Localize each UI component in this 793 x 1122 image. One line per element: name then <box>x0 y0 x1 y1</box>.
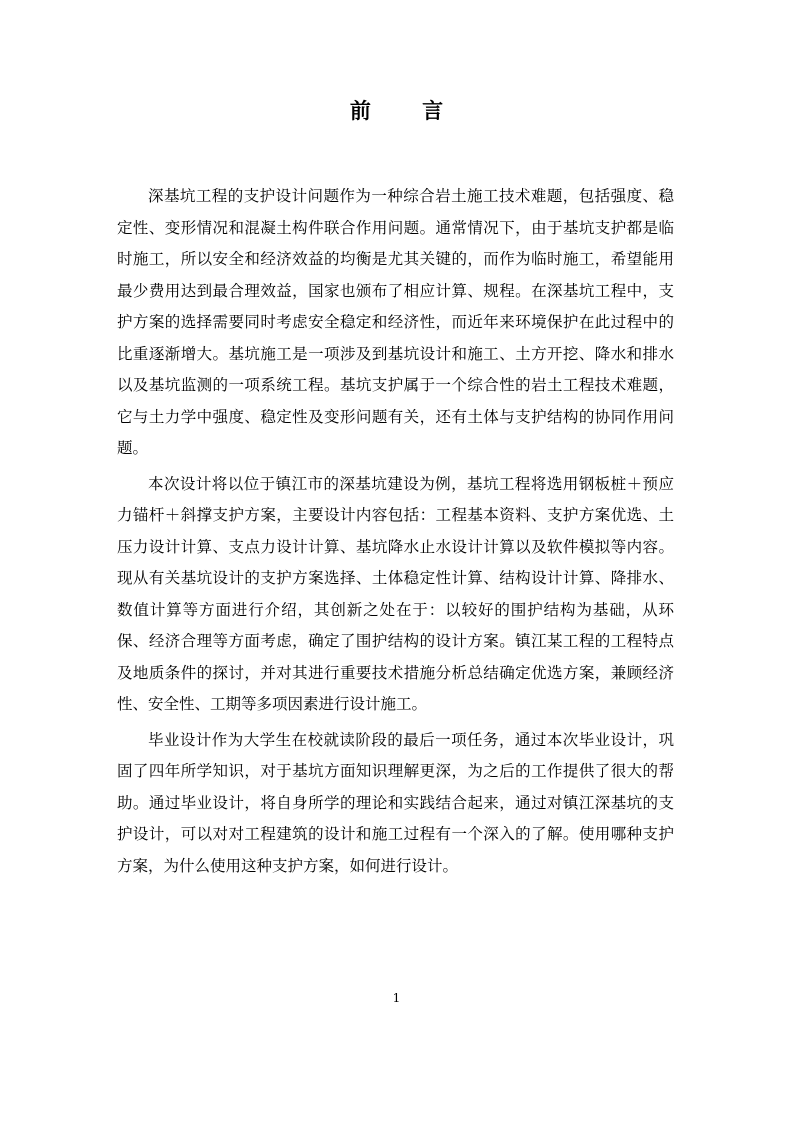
paragraph-1: 深基坑工程的支护设计问题作为一种综合岩土施工技术难题，包括强度、稳定性、变形情况和混凝土构件联合作用问题。通常情况下，由于基坑支护都是临时施工，所以安全和经济效益的均衡是尤其关键的，而作为临时施工，希望能用最少费用达到最合理效益，国家也颁布了相应计算、规程。在深基坑工程中，支护方案的选择需要同时考虑安全稳定和经济性，而近年来环境保护在此过程中的比重逐渐增大。基坑施工是一项涉及到基坑设计和施工、土方开挖、降水和排水以及基坑监测的一项系统工程。基坑支护属于一个综合性的岩土工程技术难题，它与土力学中强度、稳定性及变形问题有关，还有土体与支护结构的协同作用问题。 <box>117 187 674 457</box>
paragraph-3: 毕业设计作为大学生在校就读阶段的最后一项任务，通过本次毕业设计，巩固了四年所学知识，对于基坑方面知识理解更深，为之后的工作提供了很大的帮助。通过毕业设计，将自身所学的理论和实践结合起来，通过对镇江深基坑的支护设计，可以对对工程建筑的设计和施工过程有一个深入的了解。使用哪种支护方案，为什么使用这种支护方案，如何进行设计。 <box>117 730 674 875</box>
paragraph-2: 本次设计将以位于镇江市的深基坑建设为例，基坑工程将选用钢板桩＋预应力锚杆＋斜撑支护方案，主要设计内容包括：工程基本资料、支护方案优选、土压力设计计算、支点力设计计算、基坑降水止水设计计算以及软件模拟等内容。现从有关基坑设计的支护方案选择、土体稳定性计算、结构设计计算、降排水、数值计算等方面进行介绍，其创新之处在于：以较好的围护结构为基础，从环保、经济合理等方面考虑，确定了围护结构的设计方案。镇江某工程的工程特点及地质条件的探讨，并对其进行重要技术措施分析总结确定优选方案，兼顾经济性、安全性、工期等多项因素进行设计施工。 <box>117 474 674 713</box>
page-title: 前 言 <box>349 98 466 123</box>
page-number: 1 <box>392 991 401 1005</box>
document-body <box>117 181 674 882</box>
